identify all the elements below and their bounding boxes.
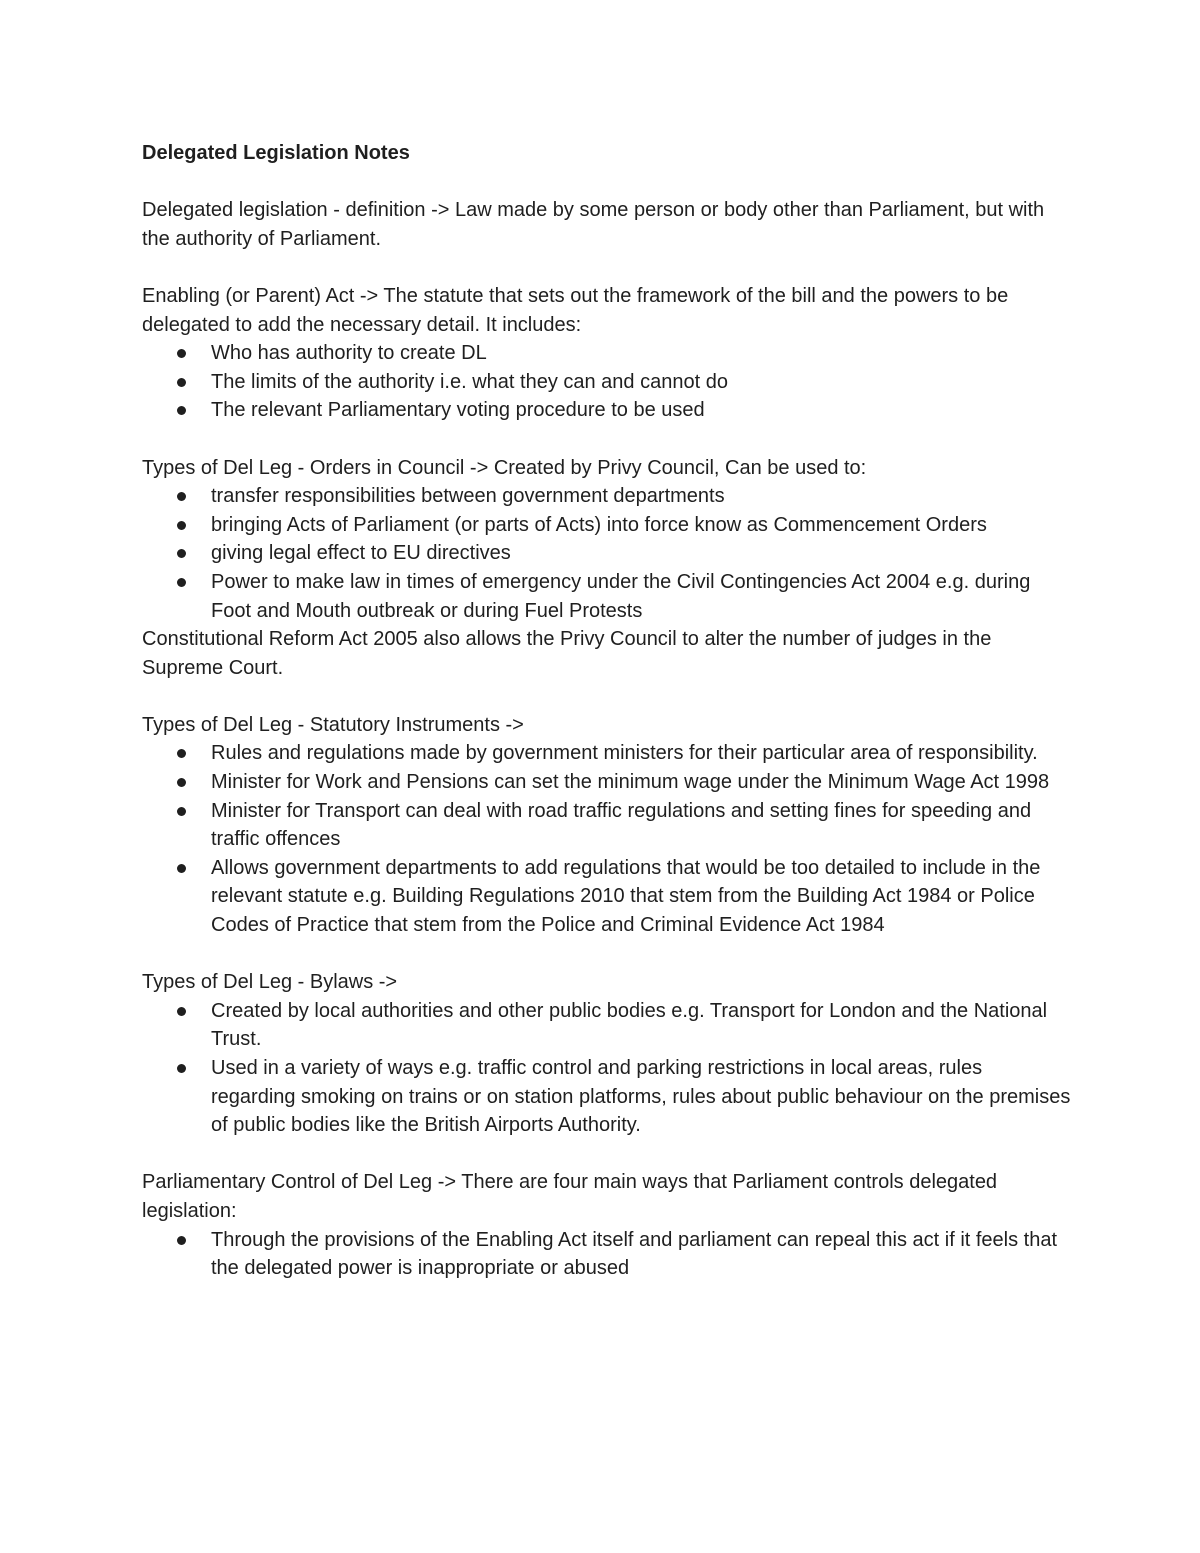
bullet-icon bbox=[177, 864, 186, 873]
bullet-icon bbox=[177, 807, 186, 816]
list-item-text: Allows government departments to add regulations that would be too detailed to include in the relevant statute e.g. Building Regulations 2010 that stem from the Building Act 1984 or Police Codes of Practice that stem from the Police and Criminal Evidence Act 1984 bbox=[211, 856, 1041, 937]
list-item-text: Power to make law in times of emergency under the Civil Contingencies Act 2004 e.g. during Foot and Mouth outbreak or during Fuel Protests bbox=[211, 570, 1031, 622]
list-item bbox=[211, 539, 1072, 568]
list-item bbox=[211, 1054, 1072, 1140]
spacer bbox=[142, 425, 1072, 454]
bullet-icon bbox=[177, 1007, 186, 1016]
list-item bbox=[211, 511, 1072, 540]
list-item bbox=[211, 997, 1072, 1054]
bullet-icon bbox=[177, 1236, 186, 1245]
constitutional-reform-note: Constitutional Reform Act 2005 also allows the Privy Council to alter the number of judges in the Supreme Court. bbox=[142, 628, 992, 679]
list-item bbox=[211, 368, 1072, 397]
list-item bbox=[211, 768, 1072, 797]
bullet-icon bbox=[177, 492, 186, 501]
list-item bbox=[211, 854, 1072, 940]
document-content bbox=[142, 139, 1072, 1283]
spacer bbox=[142, 1140, 1072, 1169]
list-item bbox=[211, 396, 1072, 425]
list-item-text: giving legal effect to EU directives bbox=[211, 542, 511, 565]
bullet-icon bbox=[177, 378, 186, 387]
bullet-icon bbox=[177, 578, 186, 587]
page-title: Delegated Legislation Notes bbox=[142, 142, 410, 164]
parliamentary-control-list bbox=[142, 1226, 1072, 1283]
list-item-text: Rules and regulations made by government ministers for their particular area of responsibility. bbox=[211, 742, 1038, 765]
list-item bbox=[211, 1226, 1072, 1283]
list-item bbox=[211, 482, 1072, 511]
statutory-instruments-intro: Types of Del Leg - Statutory Instruments -> bbox=[142, 713, 524, 736]
list-item bbox=[211, 797, 1072, 854]
list-item-text: transfer responsibilities between government departments bbox=[211, 485, 725, 508]
bullet-icon bbox=[177, 549, 186, 558]
bylaws-list bbox=[142, 997, 1072, 1140]
spacer bbox=[142, 940, 1072, 969]
statutory-instruments-list bbox=[142, 739, 1072, 939]
bylaws-intro: Types of Del Leg - Bylaws -> bbox=[142, 971, 398, 994]
list-item-text: bringing Acts of Parliament (or parts of Acts) into force know as Commencement Orders bbox=[211, 513, 987, 536]
list-item bbox=[211, 568, 1072, 625]
enabling-act-intro: Enabling (or Parent) Act -> The statute that sets out the framework of the bill and the powers to be delegated to add the necessary detail. It includes: bbox=[142, 284, 1009, 336]
list-item-text: Minister for Transport can deal with road traffic regulations and setting fines for speeding and traffic offences bbox=[211, 799, 1032, 851]
list-item-text: Through the provisions of the Enabling Act itself and parliament can repeal this act if it feels that the delegated power is inappropriate or abused bbox=[211, 1228, 1058, 1280]
bullet-icon bbox=[177, 349, 186, 358]
bullet-icon bbox=[177, 1064, 186, 1073]
orders-in-council-list bbox=[142, 482, 1072, 625]
list-item-text: Minister for Work and Pensions can set the minimum wage under the Minimum Wage Act 1998 bbox=[211, 771, 1050, 794]
list-item-text: The relevant Parliamentary voting procedure to be used bbox=[211, 399, 705, 422]
orders-in-council-intro: Types of Del Leg - Orders in Council -> Created by Privy Council, Can be used to: bbox=[142, 456, 867, 479]
list-item-text: Who has authority to create DL bbox=[211, 342, 487, 365]
bullet-icon bbox=[177, 406, 186, 415]
spacer bbox=[142, 682, 1072, 711]
list-item-text: Used in a variety of ways e.g. traffic control and parking restrictions in local areas, rules regarding smoking on trains or on station platforms, rules about public behaviour on the premises of public bodies like the British Airports Authority. bbox=[211, 1057, 1071, 1137]
list-item-text: Created by local authorities and other public bodies e.g. Transport for London and the National Trust. bbox=[211, 999, 1048, 1051]
bullet-icon bbox=[177, 778, 186, 787]
enabling-act-list bbox=[142, 339, 1072, 425]
bullet-icon bbox=[177, 749, 186, 758]
spacer bbox=[142, 168, 1072, 197]
definition-paragraph: Delegated legislation - definition -> Law made by some person or body other than Parliament, but with the authority of Parliament. bbox=[142, 199, 1045, 250]
parliamentary-control-intro: Parliamentary Control of Del Leg -> There are four main ways that Parliament controls delegated legislation: bbox=[142, 1171, 998, 1222]
list-item bbox=[211, 339, 1072, 368]
spacer bbox=[142, 253, 1072, 282]
list-item-text: The limits of the authority i.e. what they can and cannot do bbox=[211, 370, 728, 393]
list-item bbox=[211, 739, 1072, 768]
bullet-icon bbox=[177, 521, 186, 530]
